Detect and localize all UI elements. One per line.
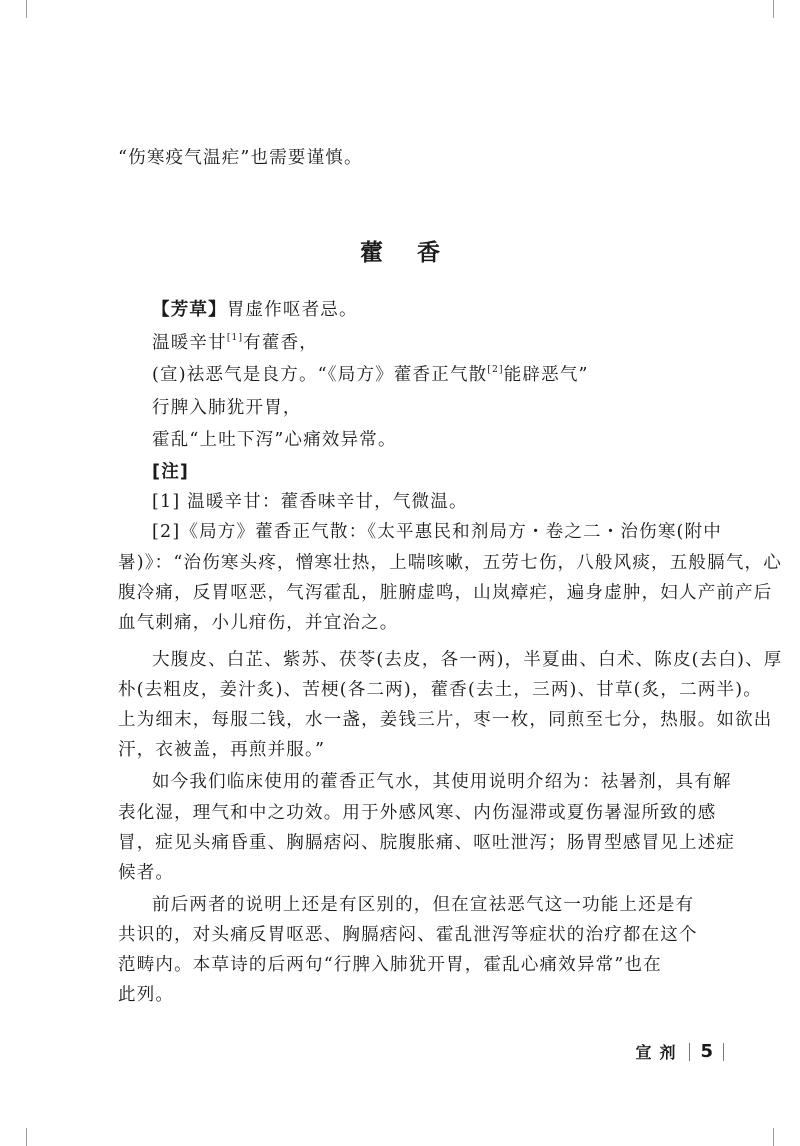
verse-line-4: 行脾入肺犹开胃， [152, 398, 302, 418]
note-line: 大腹皮、白芷、紫苏、茯苓(去皮，各一两)，半夏曲、白术、陈皮(去白)、厚 [152, 650, 783, 670]
body-line: 共识的，对头痛反胃呕恶、胸膈痞闷、霍乱泄泻等症状的治疗都在这个 [118, 925, 698, 945]
note-line: 血气刺痛，小儿疳伤，并宜治之。 [118, 613, 399, 633]
body-line: 如今我们临床使用的藿香正气水，其使用说明介绍为：祛暑剂，具有解 [152, 772, 732, 792]
page-number: 5 [700, 1041, 713, 1062]
crop-mark-top-right [773, 0, 774, 18]
body-line: 冒，症见头痛昏重、胸膈痞闷、脘腹胀痛、呕吐泄泻；肠胃型感冒见上述症 [118, 833, 736, 853]
body-line: 范畴内。本草诗的后两句“行脾入肺犹开胃，霍乱心痛效异常”也在 [118, 955, 662, 975]
verse-label: 【芳草】 [152, 300, 227, 320]
verse-line-2-b: 有藿香， [243, 333, 318, 353]
body-line: 前后两者的说明上还是有区别的，但在宣祛恶气这一功能上还是有 [152, 895, 695, 915]
note-line: 汗，衣被盖，再煎并服。” [118, 740, 326, 760]
verse-line-1 [152, 298, 358, 322]
footer-divider-right [723, 1043, 724, 1061]
note-line: [2]《局方》藿香正气散：《太平惠民和剂局方・卷之二・治伤寒(附中 [152, 522, 722, 542]
notes-heading: [注] [152, 462, 190, 482]
crop-mark-bottom-right [773, 1128, 774, 1146]
crop-mark-top-left [26, 0, 27, 18]
verse-line-3-b: 能辟恶气” [503, 365, 589, 385]
verse-line-3 [152, 363, 589, 387]
crop-mark-bottom-left [26, 1128, 27, 1146]
verse-line-3-a: (宣)祛恶气是良方。“《局方》藿香正气散 [152, 365, 488, 385]
note-line: 暑)》：“治伤寒头疼，憎寒壮热，上喘咳嗽，五劳七伤，八般风痰，五般膈气，心 [118, 553, 782, 573]
footer-divider [689, 1043, 690, 1061]
body-line: 表化湿，理气和中之功效。用于外感风寒、内伤湿滞或夏伤暑湿所致的感 [118, 803, 717, 823]
verse-line-5: 霍乱“上吐下泻”心痛效异常。 [152, 430, 397, 450]
note-line: 朴(去粗皮，姜汁炙)、苦梗(各二两)，藿香(去土，三两)、甘草(炙，二两半)。 [118, 680, 762, 700]
footer-section-label: 宣剂 [635, 1043, 684, 1062]
paragraph-continuation: “伤寒疫气温疟”也需要谨慎。 [118, 148, 363, 168]
footnote-ref-1[interactable]: [1] [226, 333, 244, 343]
page-footer [635, 1040, 724, 1063]
section-title: 藿香 [360, 240, 474, 266]
verse-line-1-text: 胃虚作呕者忌。 [226, 300, 358, 320]
footnote-ref-2[interactable]: [2] [487, 365, 504, 375]
note-line: 腹冷痛，反胃呕恶，气泻霍乱，脏腑虚鸣，山岚瘴疟，遍身虚肿，妇人产前产后 [118, 583, 773, 603]
verse-line-2 [152, 331, 318, 355]
verse-line-2-a: 温暖辛甘 [152, 333, 227, 353]
note-line: [1] 温暖辛甘：藿香味辛甘，气微温。 [152, 492, 468, 512]
body-line: 候者。 [118, 863, 175, 883]
body-line: 此列。 [118, 985, 175, 1005]
note-line: 上为细末，每服二钱，水一盏，姜钱三片，枣一枚，同煎至七分，热服。如欲出 [118, 710, 773, 730]
